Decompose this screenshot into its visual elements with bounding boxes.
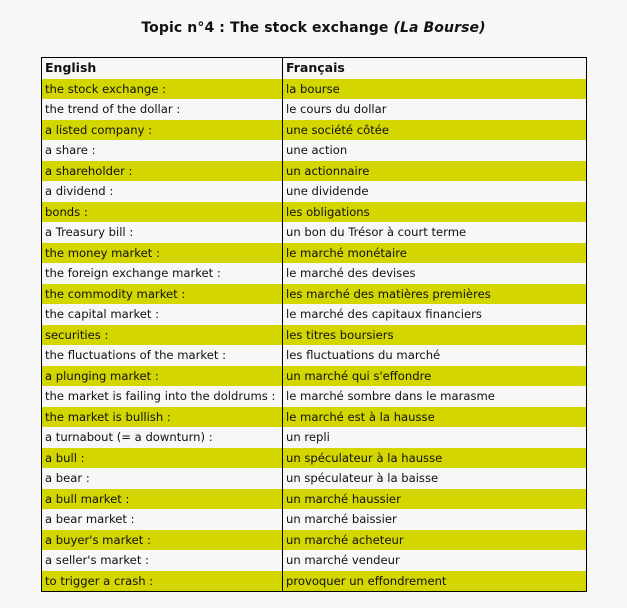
table-row [42, 571, 587, 592]
table-row [42, 468, 587, 489]
english-term: the stock exchange : [42, 79, 283, 100]
header-english: English [42, 58, 283, 79]
table-row [42, 530, 587, 551]
english-term: the commodity market : [42, 284, 283, 305]
table-row [42, 407, 587, 428]
table-row [42, 161, 587, 182]
french-term: un bon du Trésor à court terme [283, 222, 587, 243]
vocabulary-table [41, 57, 587, 592]
french-term: un spéculateur à la baisse [283, 468, 587, 489]
french-term: un marché baissier [283, 509, 587, 530]
title-main: Topic n°4 : The stock exchange [141, 20, 394, 36]
english-term: a bear : [42, 468, 283, 489]
english-term: a bull : [42, 448, 283, 469]
table-row [42, 386, 587, 407]
french-term: les fluctuations du marché [283, 345, 587, 366]
french-term: un marché qui s'effondre [283, 366, 587, 387]
english-term: a seller's market : [42, 550, 283, 571]
table-row [42, 304, 587, 325]
english-term: the capital market : [42, 304, 283, 325]
table-row [42, 243, 587, 264]
table-row [42, 140, 587, 161]
french-term: la bourse [283, 79, 587, 100]
english-term: the money market : [42, 243, 283, 264]
table-row [42, 509, 587, 530]
table-row [42, 489, 587, 510]
table-row [42, 366, 587, 387]
french-term: le marché sombre dans le marasme [283, 386, 587, 407]
french-term: le marché monétaire [283, 243, 587, 264]
table-row [42, 550, 587, 571]
english-term: a bear market : [42, 509, 283, 530]
table-body [42, 79, 587, 592]
english-term: to trigger a crash : [42, 571, 283, 592]
french-term: un actionnaire [283, 161, 587, 182]
title-italic: (La Bourse) [393, 20, 486, 36]
french-term: une action [283, 140, 587, 161]
english-term: a bull market : [42, 489, 283, 510]
table-row [42, 325, 587, 346]
english-term: a dividend : [42, 181, 283, 202]
table-row [42, 284, 587, 305]
french-term: les obligations [283, 202, 587, 223]
french-term: une dividende [283, 181, 587, 202]
table-row [42, 202, 587, 223]
table-row [42, 120, 587, 141]
english-term: the market is failing into the doldrums : [42, 386, 283, 407]
french-term: le marché est à la hausse [283, 407, 587, 428]
table-row [42, 222, 587, 243]
french-term: un marché vendeur [283, 550, 587, 571]
french-term: une société côtée [283, 120, 587, 141]
english-term: the trend of the dollar : [42, 99, 283, 120]
table-row [42, 181, 587, 202]
page-title [0, 20, 627, 36]
english-term: securities : [42, 325, 283, 346]
english-term: bonds : [42, 202, 283, 223]
english-term: a shareholder : [42, 161, 283, 182]
french-term: un marché haussier [283, 489, 587, 510]
table-header-row [42, 58, 587, 79]
header-francais: Français [283, 58, 587, 79]
french-term: les titres boursiers [283, 325, 587, 346]
english-term: the foreign exchange market : [42, 263, 283, 284]
french-term: un marché acheteur [283, 530, 587, 551]
table-row [42, 345, 587, 366]
english-term: the fluctuations of the market : [42, 345, 283, 366]
french-term: le marché des devises [283, 263, 587, 284]
french-term: provoquer un effondrement [283, 571, 587, 592]
english-term: the market is bullish : [42, 407, 283, 428]
table-row [42, 448, 587, 469]
table-row [42, 79, 587, 100]
french-term: un spéculateur à la hausse [283, 448, 587, 469]
french-term: un repli [283, 427, 587, 448]
table-row [42, 263, 587, 284]
english-term: a share : [42, 140, 283, 161]
french-term: le cours du dollar [283, 99, 587, 120]
english-term: a turnabout (= a downturn) : [42, 427, 283, 448]
french-term: les marché des matières premières [283, 284, 587, 305]
english-term: a listed company : [42, 120, 283, 141]
english-term: a plunging market : [42, 366, 283, 387]
english-term: a buyer's market : [42, 530, 283, 551]
english-term: a Treasury bill : [42, 222, 283, 243]
table-row [42, 427, 587, 448]
french-term: le marché des capitaux financiers [283, 304, 587, 325]
table-row [42, 99, 587, 120]
